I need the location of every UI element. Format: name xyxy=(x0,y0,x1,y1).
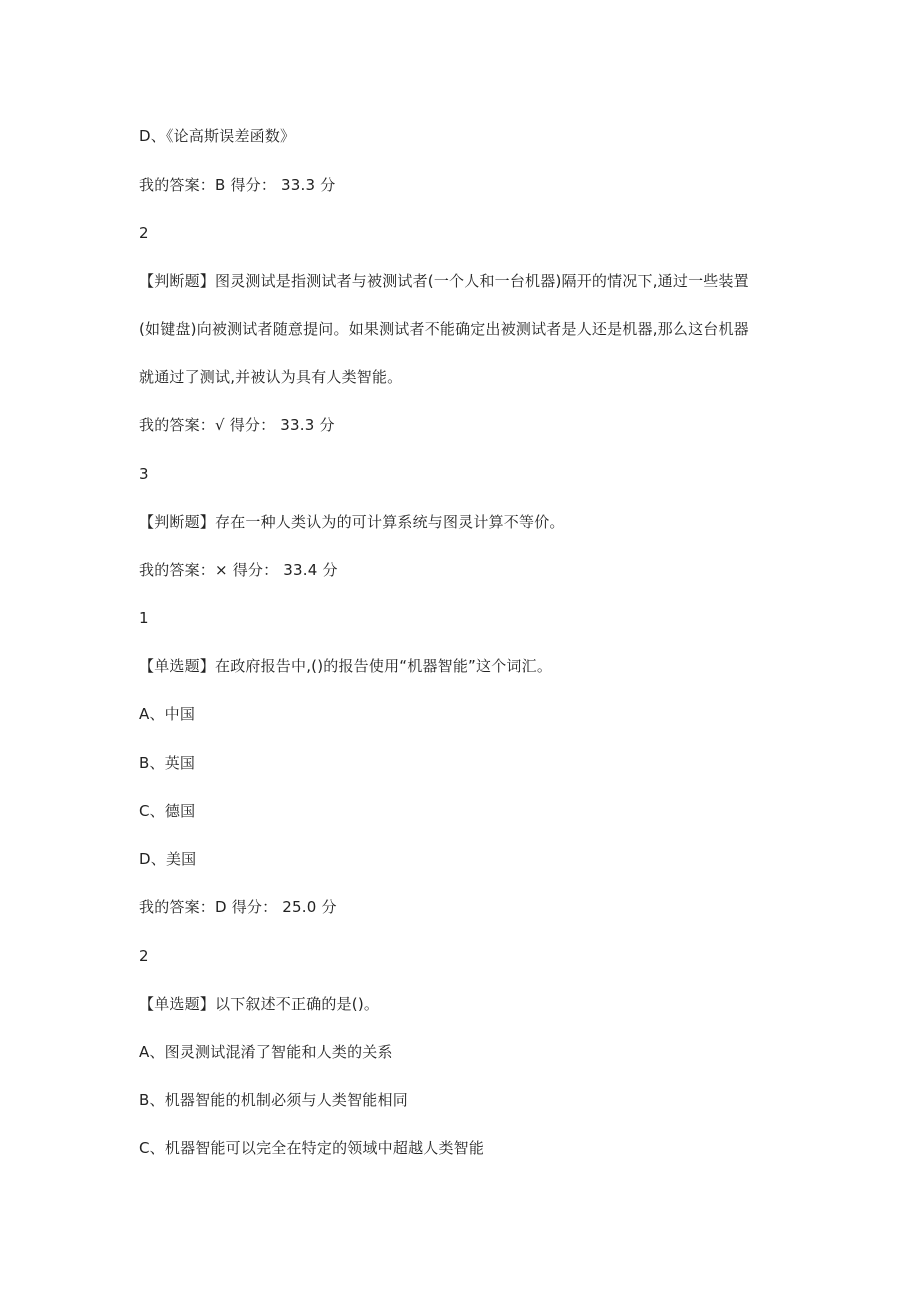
answer-score-line: 我的答案：× 得分： 33.4 分 xyxy=(139,561,338,579)
option-text: C、德国 xyxy=(139,802,196,820)
option-text: C、机器智能可以完全在特定的领域中超越人类智能 xyxy=(139,1139,485,1157)
option-text: B、机器智能的机制必须与人类智能相同 xyxy=(139,1091,408,1109)
question-text: 【单选题】在政府报告中,()的报告使用“机器智能”这个词汇。 xyxy=(139,657,553,675)
question-text: 【判断题】存在一种人类认为的可计算系统与图灵计算不等价。 xyxy=(139,513,565,531)
option-text: A、图灵测试混淆了智能和人类的关系 xyxy=(139,1043,393,1061)
question-text: 就通过了测试,并被认为具有人类智能。 xyxy=(139,368,403,386)
question-number: 2 xyxy=(139,224,149,242)
option-text: D、美国 xyxy=(139,850,197,868)
question-text: (如键盘)向被测试者随意提问。如果测试者不能确定出被测试者是人还是机器,那么这台机器 xyxy=(139,320,749,338)
question-number: 2 xyxy=(139,947,149,965)
answer-score-line: 我的答案：B 得分： 33.3 分 xyxy=(139,176,336,194)
question-text: 【判断题】图灵测试是指测试者与被测试者(一个人和一台机器)隔开的情况下,通过一些装置 xyxy=(139,272,749,290)
answer-score-line: 我的答案：√ 得分： 33.3 分 xyxy=(139,416,335,434)
option-text: A、中国 xyxy=(139,705,196,723)
option-d-text: D、《论高斯误差函数》 xyxy=(139,127,296,145)
question-number: 3 xyxy=(139,465,149,483)
question-number: 1 xyxy=(139,609,149,627)
answer-score-line: 我的答案：D 得分： 25.0 分 xyxy=(139,898,337,916)
option-text: B、英国 xyxy=(139,754,196,772)
question-text: 【单选题】以下叙述不正确的是()。 xyxy=(139,995,380,1013)
